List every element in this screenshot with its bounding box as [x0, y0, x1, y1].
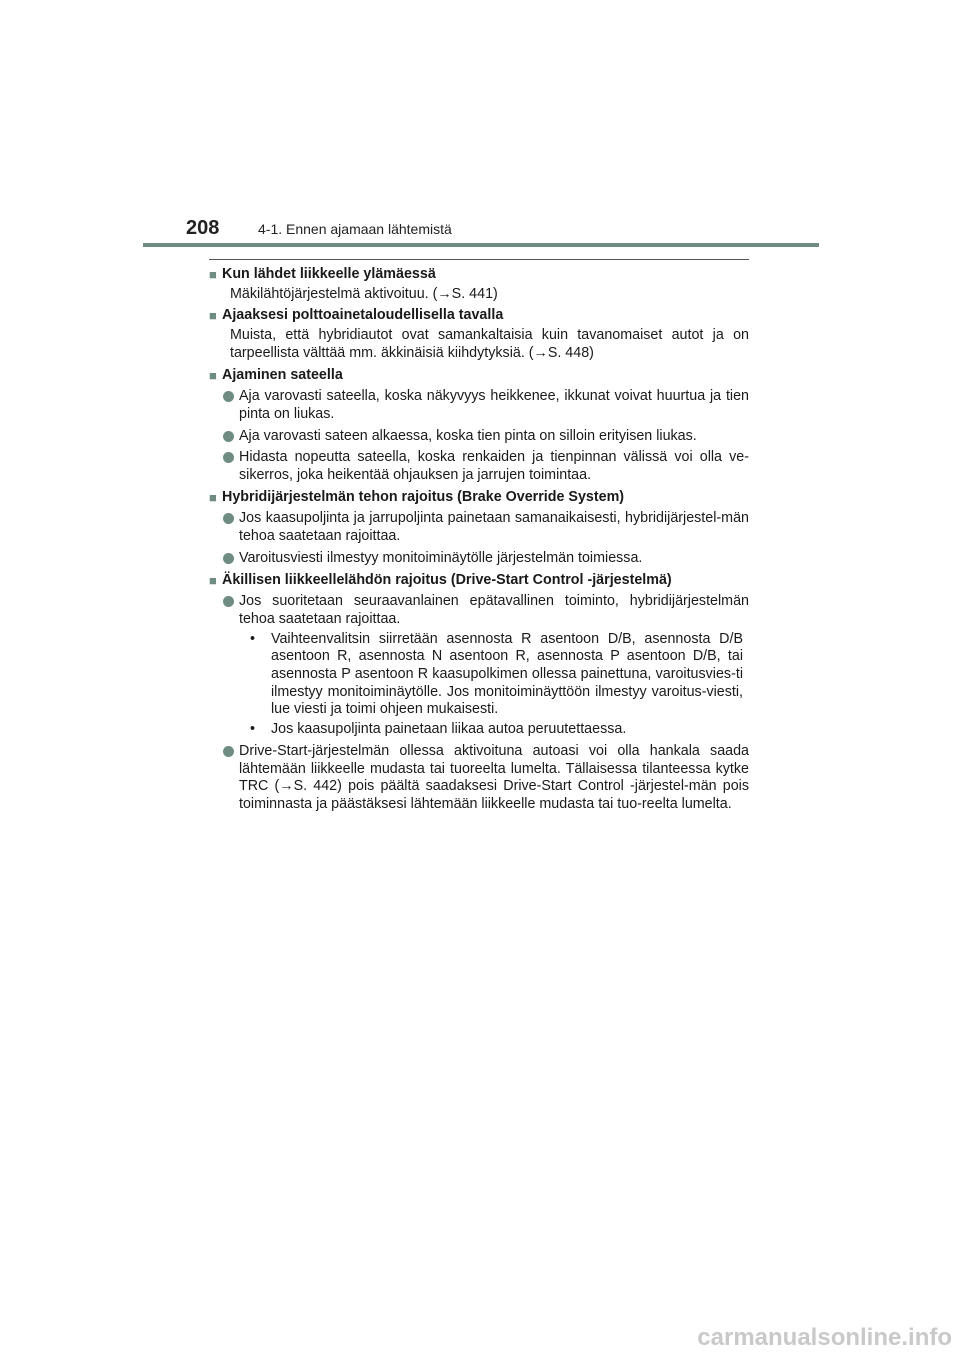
section-brake-override: [209, 489, 749, 568]
content-top-rule: [209, 259, 749, 260]
square-bullet-icon: ■: [209, 367, 217, 383]
square-bullet-icon: ■: [209, 572, 217, 588]
list-item: [209, 743, 749, 814]
section-drive-start-control: [209, 572, 749, 814]
section-heading: [209, 307, 749, 325]
section-heading: [209, 266, 749, 284]
list-item-text: Varoitusviesti ilmestyy monitoiminäytölle järjestelmän toimiessa.: [239, 549, 643, 566]
circle-bullet-icon: [223, 553, 234, 564]
list-item: [209, 550, 749, 568]
page-header: [0, 0, 960, 250]
list-item-text: Jos kaasupoljinta ja jarrupoljinta painetaan samanaikaisesti, hybridijärjestel-män tehoa saatetaan rajoittaa.: [239, 510, 749, 545]
section-heading: [209, 367, 749, 385]
circle-bullet-icon: [223, 596, 234, 607]
list-item-text: Hidasta nopeutta sateella, koska renkaiden ja tienpinnan välissä voi olla ve-sikerros, joka heikentää ohjauksen ja jarrujen toimintaa.: [239, 449, 749, 484]
square-bullet-icon: ■: [209, 308, 217, 324]
sub-list-item: [243, 631, 749, 720]
list-item: [209, 593, 749, 628]
circle-bullet-icon: [223, 391, 234, 402]
sub-list-item-text: Vaihteenvalitsin siirretään asennosta R asentoon D/B, asennosta D/B asentoon R, asennosta N asentoon R, asennosta P asentoon D/B, tai asennosta P asentoon R kaasupolkimen ollessa painettuna, varoitusvies-ti ilmestyy monitoiminäytölle. Jos monitoiminäyttöön ilmestyy varoitus-viesti, lue viesti ja toimi ohjeen mukaisesti.: [271, 630, 743, 718]
section-title: 4-1. Ennen ajamaan lähtemistä: [258, 221, 452, 237]
list-item: [209, 428, 749, 446]
header-rule: [143, 243, 819, 247]
section-paragraph: Muista, että hybridiautot ovat samankaltaisia kuin tavanomaiset autot ja on tarpeellista välttää mm. äkkinäisiä kiihdytyksiä. (→S. 448): [230, 327, 749, 361]
list-item: [209, 388, 749, 423]
circle-bullet-icon: [223, 513, 234, 524]
section-heading: [209, 572, 749, 590]
small-bullet-icon: •: [250, 721, 256, 738]
heading-text: Ajaaksesi polttoainetaloudellisella tavalla: [222, 307, 504, 324]
small-bullet-icon: •: [250, 630, 256, 647]
heading-text: Äkillisen liikkeellelähdön rajoitus (Drive-Start Control -järjestelmä): [222, 571, 672, 588]
sub-list-item: [243, 721, 749, 739]
list-item: [209, 510, 749, 545]
heading-text: Hybridijärjestelmän tehon rajoitus (Brake Override System): [222, 488, 625, 505]
heading-text: Kun lähdet liikkeelle ylämäessä: [222, 266, 436, 282]
heading-text: Ajaminen sateella: [222, 366, 343, 383]
section-hill-start: [209, 266, 749, 303]
section-heading: [209, 489, 749, 507]
square-bullet-icon: ■: [209, 489, 217, 505]
section-paragraph: Mäkilähtöjärjestelmä aktivoituu. (→S. 441): [230, 285, 498, 302]
page-content: [209, 266, 749, 814]
page-number: 208: [186, 217, 220, 239]
watermark: carmanualsonline.info: [697, 1324, 952, 1351]
list-item-text: Aja varovasti sateella, koska näkyvyys heikkenee, ikkunat voivat huurtua ja tien pinta on liukas.: [239, 388, 749, 422]
list-item-text: Jos suoritetaan seuraavanlainen epätavallinen toiminto, hybridijärjestelmän tehoa saatetaan rajoittaa.: [239, 593, 749, 627]
square-bullet-icon: ■: [209, 267, 217, 282]
section-fuel-economy: [209, 307, 749, 362]
list-item-text: Aja varovasti sateen alkaessa, koska tien pinta on silloin erityisen liukas.: [239, 427, 697, 444]
list-item: [209, 449, 749, 484]
section-rain-driving: [209, 367, 749, 485]
circle-bullet-icon: [223, 431, 234, 442]
circle-bullet-icon: [223, 746, 234, 757]
sub-list-item-text: Jos kaasupoljinta painetaan liikaa autoa peruutettaessa.: [271, 721, 627, 738]
circle-bullet-icon: [223, 452, 234, 463]
list-item-text: Drive-Start-järjestelmän ollessa aktivoituna autoasi voi olla hankala saada lähtemään liikkeelle mudasta tai tuoreelta lumelta. Tällaisessa tilanteessa kytke TRC (→S. 442) pois päältä saadaksesi Drive-Start Control -järjestel-män pois toiminnasta ja päästäksesi lähtemään liikkeelle mudasta tai tuo-reelta lumelta.: [239, 742, 749, 812]
